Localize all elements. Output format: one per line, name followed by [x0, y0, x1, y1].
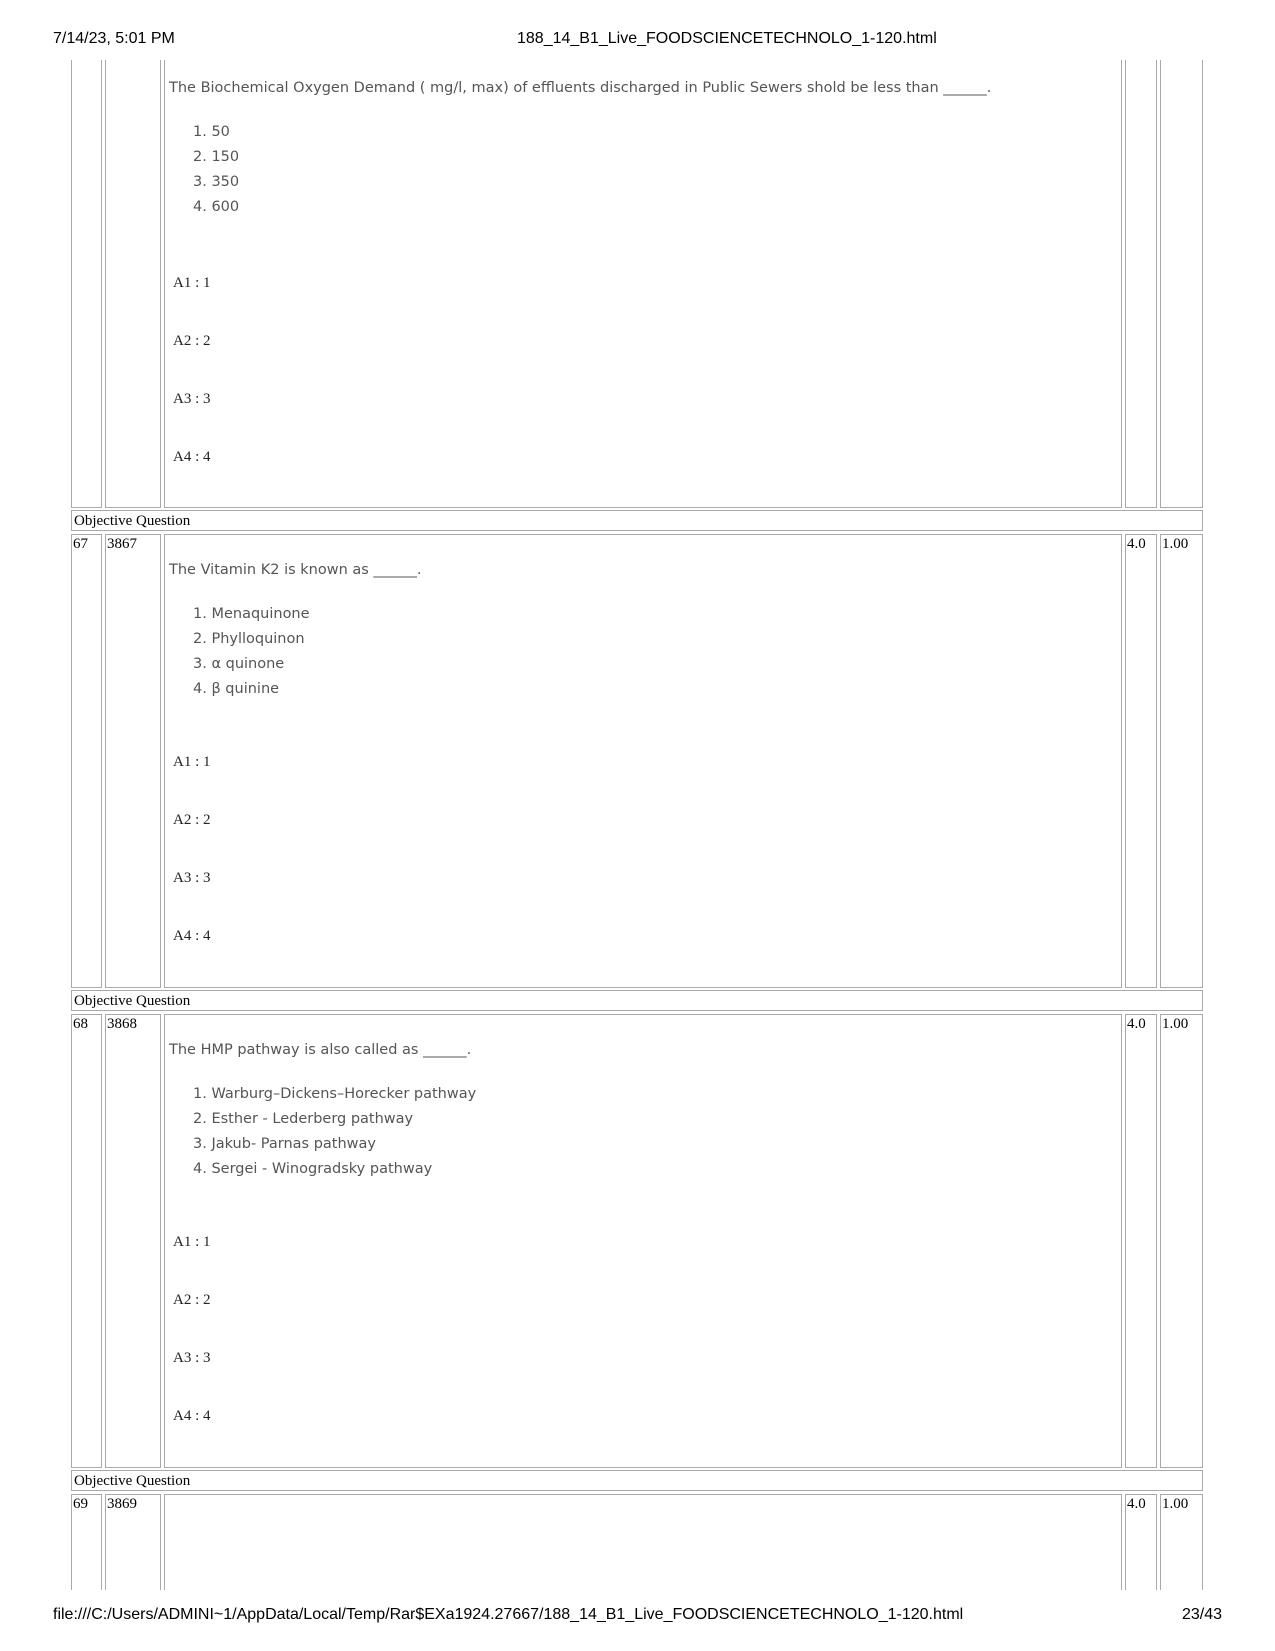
file-path: file:///C:/Users/ADMINI~1/AppData/Local/Temp/Rar$EXa1924.27667/188_14_B1_Live_FOODSCIENCETECHNOLO_1-120.html	[53, 1606, 964, 1623]
q67-question-cell	[164, 534, 1122, 988]
q68-negative-cell	[1160, 1014, 1203, 1468]
page-number: 23/43	[1182, 1606, 1223, 1623]
q66-negative-cell	[1160, 60, 1203, 508]
answer-a3: A3 : 3	[173, 870, 211, 886]
option-item: 4. 600	[193, 199, 240, 215]
document-title: 188_14_B1_Live_FOODSCIENCETECHNOLO_1-120.html	[517, 30, 937, 47]
q69-sno-cell	[71, 1494, 102, 1590]
marks-value: 4.0	[1127, 1016, 1146, 1032]
question-text: The HMP pathway is also called as ______.	[169, 1042, 472, 1058]
option-item: 2. Esther - Lederberg pathway	[193, 1111, 414, 1127]
q67-qid-cell	[105, 534, 161, 988]
answer-a1: A1 : 1	[173, 754, 211, 770]
option-item: 1. Warburg–Dickens–Horecker pathway	[193, 1086, 477, 1102]
options-list	[193, 602, 310, 702]
q66-sno-cell	[71, 60, 102, 508]
answer-a2: A2 : 2	[173, 1292, 211, 1308]
option-item: 3. 350	[193, 174, 240, 190]
answer-a4: A4 : 4	[173, 928, 211, 944]
q69-negative-cell	[1160, 1494, 1203, 1590]
q66-marks-cell	[1125, 60, 1157, 508]
option-item: 2. 150	[193, 149, 240, 165]
option-item: 1. Menaquinone	[193, 606, 310, 622]
q69-qid-cell	[105, 1494, 161, 1590]
q68-question-cell	[164, 1014, 1122, 1468]
marks-value: 4.0	[1127, 536, 1146, 552]
option-item: 1. 50	[193, 124, 230, 140]
answer-a1: A1 : 1	[173, 1234, 211, 1250]
negative-marks-value: 1.00	[1162, 536, 1189, 552]
marks-value: 4.0	[1127, 1496, 1146, 1512]
q69-question-cell	[164, 1494, 1122, 1590]
answer-a2: A2 : 2	[173, 333, 211, 349]
option-item: 2. Phylloquinon	[193, 631, 305, 647]
answer-a3: A3 : 3	[173, 391, 211, 407]
q67-negative-cell	[1160, 534, 1203, 988]
serial-number: 67	[73, 536, 88, 552]
answer-a4: A4 : 4	[173, 1408, 211, 1424]
answer-a3: A3 : 3	[173, 1350, 211, 1366]
option-item: 4. β quinine	[193, 681, 280, 697]
objective-question-label: Objective Question	[71, 510, 1203, 531]
q66-qid-cell	[105, 60, 161, 508]
question-id: 3867	[107, 536, 137, 552]
objective-question-label: Objective Question	[71, 990, 1203, 1011]
print-datetime: 7/14/23, 5:01 PM	[53, 30, 175, 47]
option-item: 3. Jakub- Parnas pathway	[193, 1136, 377, 1152]
q69-marks-cell	[1125, 1494, 1157, 1590]
option-item: 3. α quinone	[193, 656, 285, 672]
q66-question-cell	[164, 60, 1122, 508]
negative-marks-value: 1.00	[1162, 1496, 1189, 1512]
serial-number: 68	[73, 1016, 88, 1032]
question-id: 3868	[107, 1016, 137, 1032]
question-text: The Biochemical Oxygen Demand ( mg/l, max) of effluents discharged in Public Sewers shold be less than ______.	[169, 80, 992, 96]
answer-a1: A1 : 1	[173, 275, 211, 291]
q68-sno-cell	[71, 1014, 102, 1468]
objective-question-label: Objective Question	[71, 1470, 1203, 1491]
q68-marks-cell	[1125, 1014, 1157, 1468]
question-id: 3869	[107, 1496, 137, 1512]
answer-a2: A2 : 2	[173, 812, 211, 828]
options-list	[193, 1082, 476, 1182]
serial-number: 69	[73, 1496, 88, 1512]
answer-a4: A4 : 4	[173, 449, 211, 465]
options-list	[193, 120, 239, 220]
q67-sno-cell	[71, 534, 102, 988]
question-text: The Vitamin K2 is known as ______.	[169, 562, 422, 578]
option-item: 4. Sergei - Winogradsky pathway	[193, 1161, 433, 1177]
negative-marks-value: 1.00	[1162, 1016, 1189, 1032]
q68-qid-cell	[105, 1014, 161, 1468]
q67-marks-cell	[1125, 534, 1157, 988]
